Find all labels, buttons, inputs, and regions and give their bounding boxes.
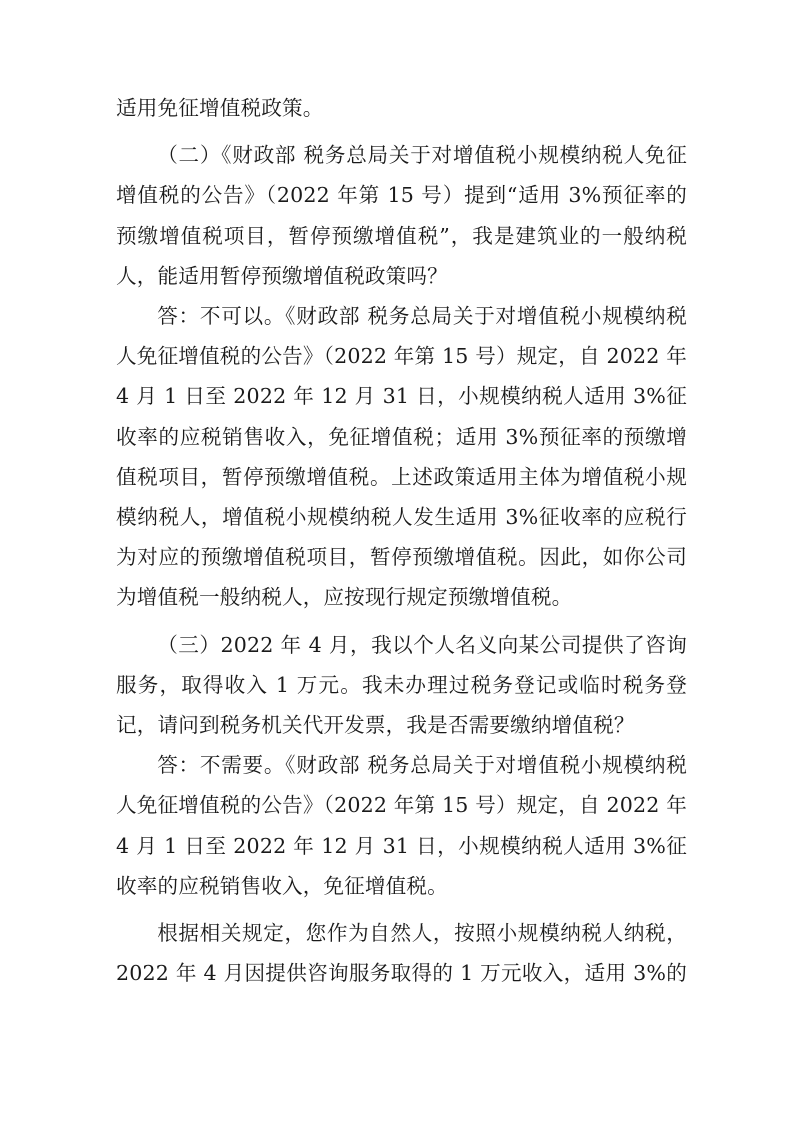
paragraph-answer-three-continued: 根据相关规定，您作为自然人，按照小规模纳税人纳税，2022 年 4 月因提供咨询服务取得的 1 万元收入，适用 3%的 — [116, 921, 687, 986]
paragraph-answer-three: 答：不需要。《财政部 税务总局关于对增值税小规模纳税人免征增值税的公告》（2022 年第 15 号）规定，自 2022 年 4 月 1 日至 2022 年 12 月 31 日，小规模纳税人适用 3%征收率的应税销售收入，免征增值税。 — [116, 753, 687, 898]
paragraph-answer-two: 答：不可以。《财政部 税务总局关于对增值税小规模纳税人免征增值税的公告》（2022 年第 15 号）规定，自 2022 年 4 月 1 日至 2022 年 12 月 31 日，小规模纳税人适用 3%征收率的应税销售收入，免征增值税；适用 3%预征率的预缴增值税项目，暂停预缴增值税。上述政策适用主体为增值税小规模纳税人，增值税小规模纳税人发生适用 3%征收率的应税行为对应的预缴增值税项目，暂停预缴增值税。因此，如你公司为增值税一般纳税人，应按现行规定预缴增值税。 — [116, 304, 687, 610]
paragraph-continuation: 适用免征增值税政策。 — [116, 96, 324, 120]
paragraph-question-three: （三）2022 年 4 月，我以个人名义向某公司提供了咨询服务，取得收入 1 万元。我未办理过税务登记或临时税务登记，请问到税务机关代开发票，我是否需要缴纳增值税？ — [116, 632, 687, 738]
document-body — [116, 88, 687, 993]
paragraph-question-two: （二）《财政部 税务总局关于对增值税小规模纳税人免征增值税的公告》（2022 年第 15 号）提到“适用 3%预征率的预缴增值税项目，暂停预缴增值税”，我是建筑业的一般纳税人，能适用暂停预缴增值税政策吗？ — [116, 143, 687, 288]
